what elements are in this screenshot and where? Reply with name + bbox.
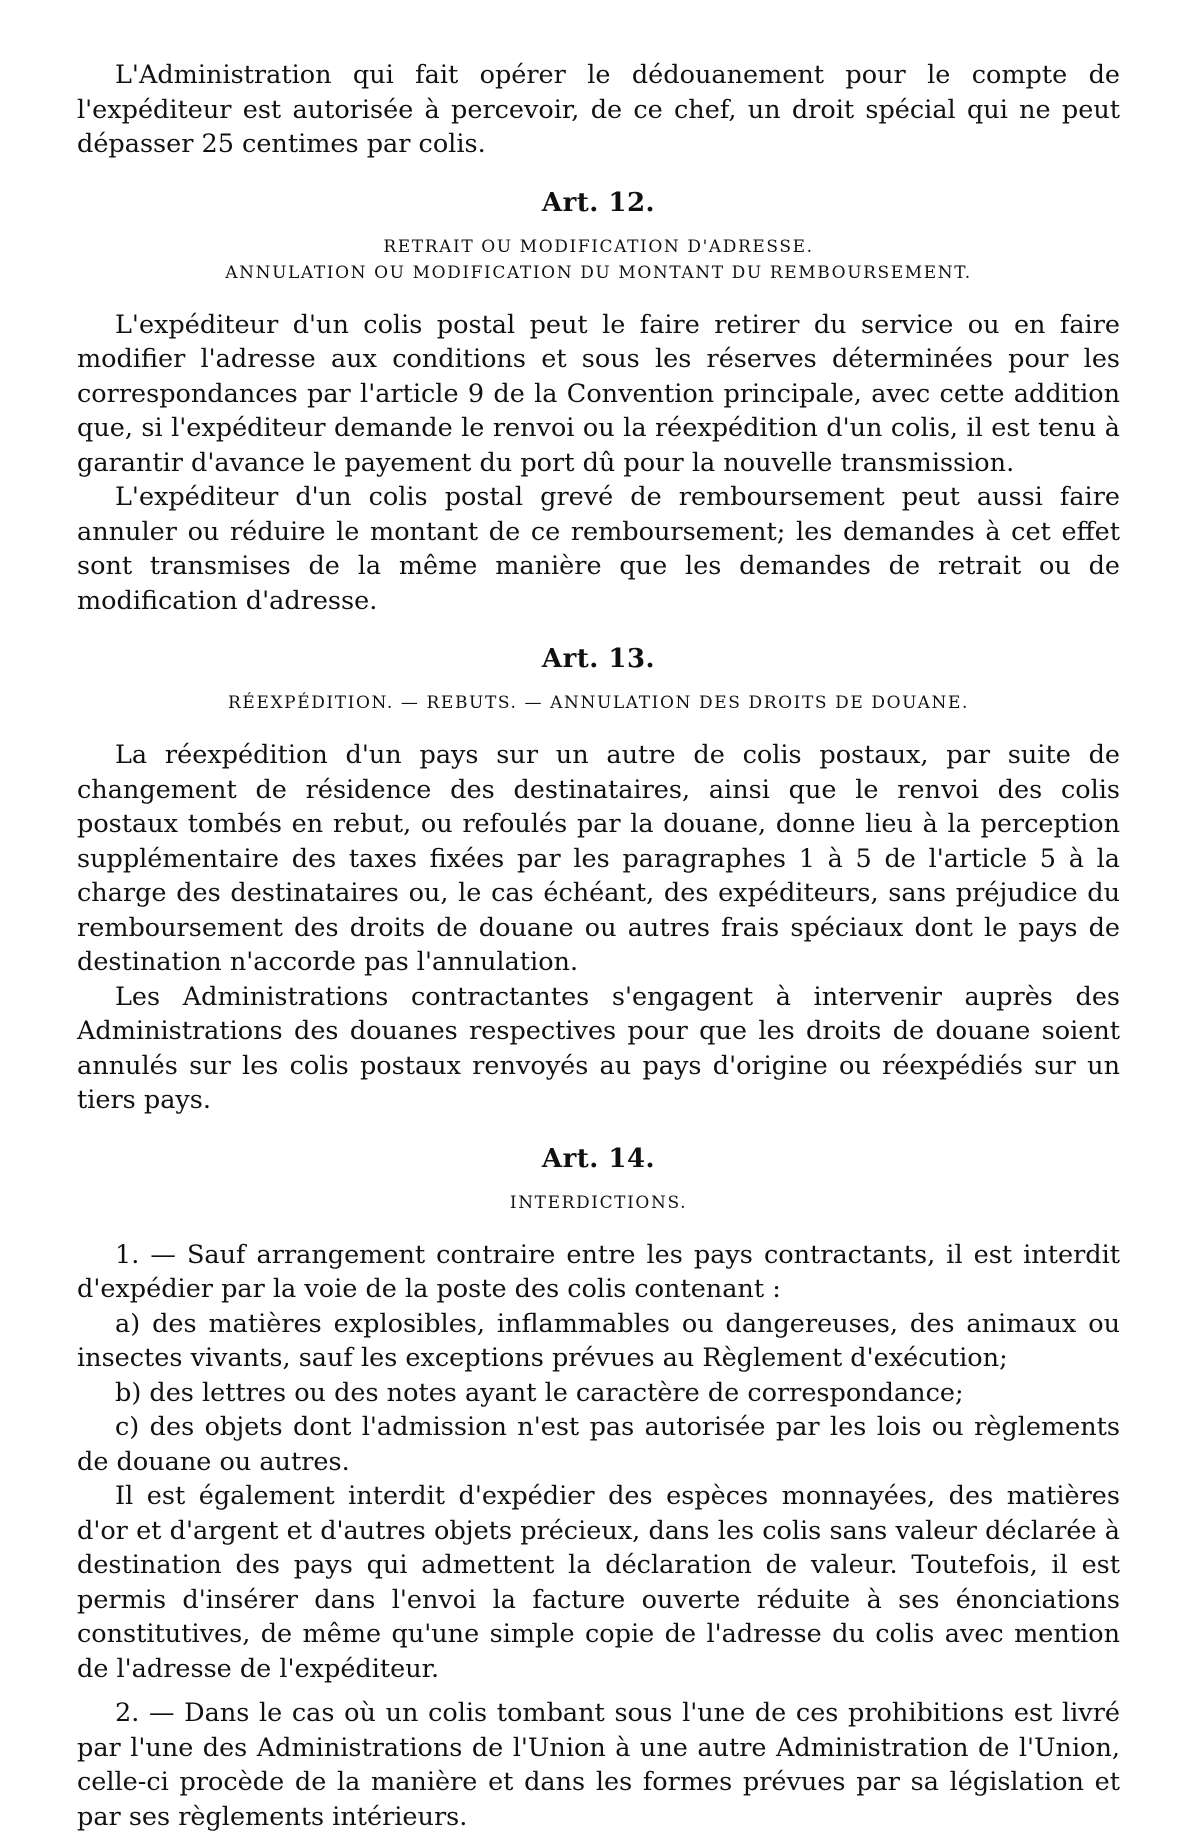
article-12-subtitle-2: ANNULATION OU MODIFICATION DU MONTANT DU REMBOURSEMENT. [225, 262, 972, 283]
article-14-subtitle: INTERDICTIONS. [509, 1192, 688, 1213]
article-14-paragraph-2: Il est également interdit d'expédier des espèces monnayées, des matières d'or et d'argent et d'autres objets précieux, dans les colis sans valeur déclarée à destination des pays qui admettent la déclaration de valeur. Toutefois, il est permis d'insérer dans l'envoi la facture ouverte réduite à ses énonciations constitutives, de même qu'une simple copie de l'adresse du colis avec mention de l'adresse de l'expéditeur. [77, 1481, 1120, 1684]
article-12-paragraph-1: L'expéditeur d'un colis postal peut le faire retirer du service ou en faire modifier l'adresse aux conditions et sous les réserves déterminées pour les correspondances par l'article 9 de la Convention principale, avec cette addition que, si l'expéditeur demande le renvoi ou la réexpédition d'un colis, il est tenu à garantir d'avance le payement du port dû pour la nouvelle transmission. [77, 309, 1120, 478]
article-14-item-b: b) des lettres ou des notes ayant le caractère de correspondance; [115, 1377, 964, 1408]
article-14-item-c: c) des objets dont l'admission n'est pas autorisée par les lois ou règlements de douane ou autres. [77, 1412, 1120, 1477]
intro-paragraph: L'Administration qui fait opérer le dédouanement pour le compte de l'expéditeur est autorisée à percevoir, de ce chef, un droit spécial qui ne peut dépasser 25 centimes par colis. [77, 60, 1120, 159]
article-14-title: Art. 14. [541, 1143, 656, 1174]
article-12-paragraph-2: L'expéditeur d'un colis postal grevé de remboursement peut aussi faire annuler ou réduire le montant de ce remboursement; les demandes à cet effet sont transmises de la même manière que les demandes de retrait ou de modification d'adresse. [77, 482, 1120, 616]
article-13-subtitles [77, 690, 1120, 716]
article-13-paragraph-1: La réexpédition d'un pays sur un autre de colis postaux, par suite de changement de résidence des destinataires, ainsi que le renvoi des colis postaux tombés en rebut, ou refoulés par la douane, donne lieu à la perception supplémentaire des taxes fixées par les paragraphes 1 à 5 de l'article 5 à la charge des destinataires ou, le cas échéant, des expéditeurs, sans préjudice du remboursement des droits de douane ou autres frais spéciaux dont le pays de destination n'accorde pas l'annulation. [77, 740, 1120, 977]
article-12-title: Art. 12. [541, 187, 656, 218]
paragraph-gap [77, 1686, 1120, 1696]
article-13-subtitle: RÉEXPÉDITION. — REBUTS. — ANNULATION DES DROITS DE DOUANE. [228, 693, 969, 713]
article-14-paragraph-3: 2. — Dans le cas où un colis tombant sous l'une de ces prohibitions est livré par l'une des Administrations de l'Union à une autre Administration de l'Union, celle-ci procède de la manière et dans les formes prévues par sa législation et par ses règlements intérieurs. [77, 1698, 1120, 1832]
article-13-title: Art. 13. [541, 644, 656, 674]
article-13-paragraph-2: Les Administrations contractantes s'engagent à intervenir auprès des Administrations des douanes respectives pour que les droits de douane soient annulés sur les colis postaux renvoyés au pays d'origine ou réexpédiés sur un tiers pays. [77, 981, 1120, 1115]
article-14-item-a: a) des matières explosibles, inflammables ou dangereuses, des animaux ou insectes vivants, sauf les exceptions prévues au Règlement d'exécution; [77, 1308, 1120, 1373]
article-12-subtitles [77, 234, 1120, 286]
article-14-subtitles [77, 1190, 1120, 1216]
article-14-paragraph-1: 1. — Sauf arrangement contraire entre les pays contractants, il est interdit d'expédier par la voie de la poste des colis contenant : [77, 1239, 1120, 1304]
article-12-subtitle-1: RETRAIT OU MODIFICATION D'ADRESSE. [383, 236, 814, 257]
